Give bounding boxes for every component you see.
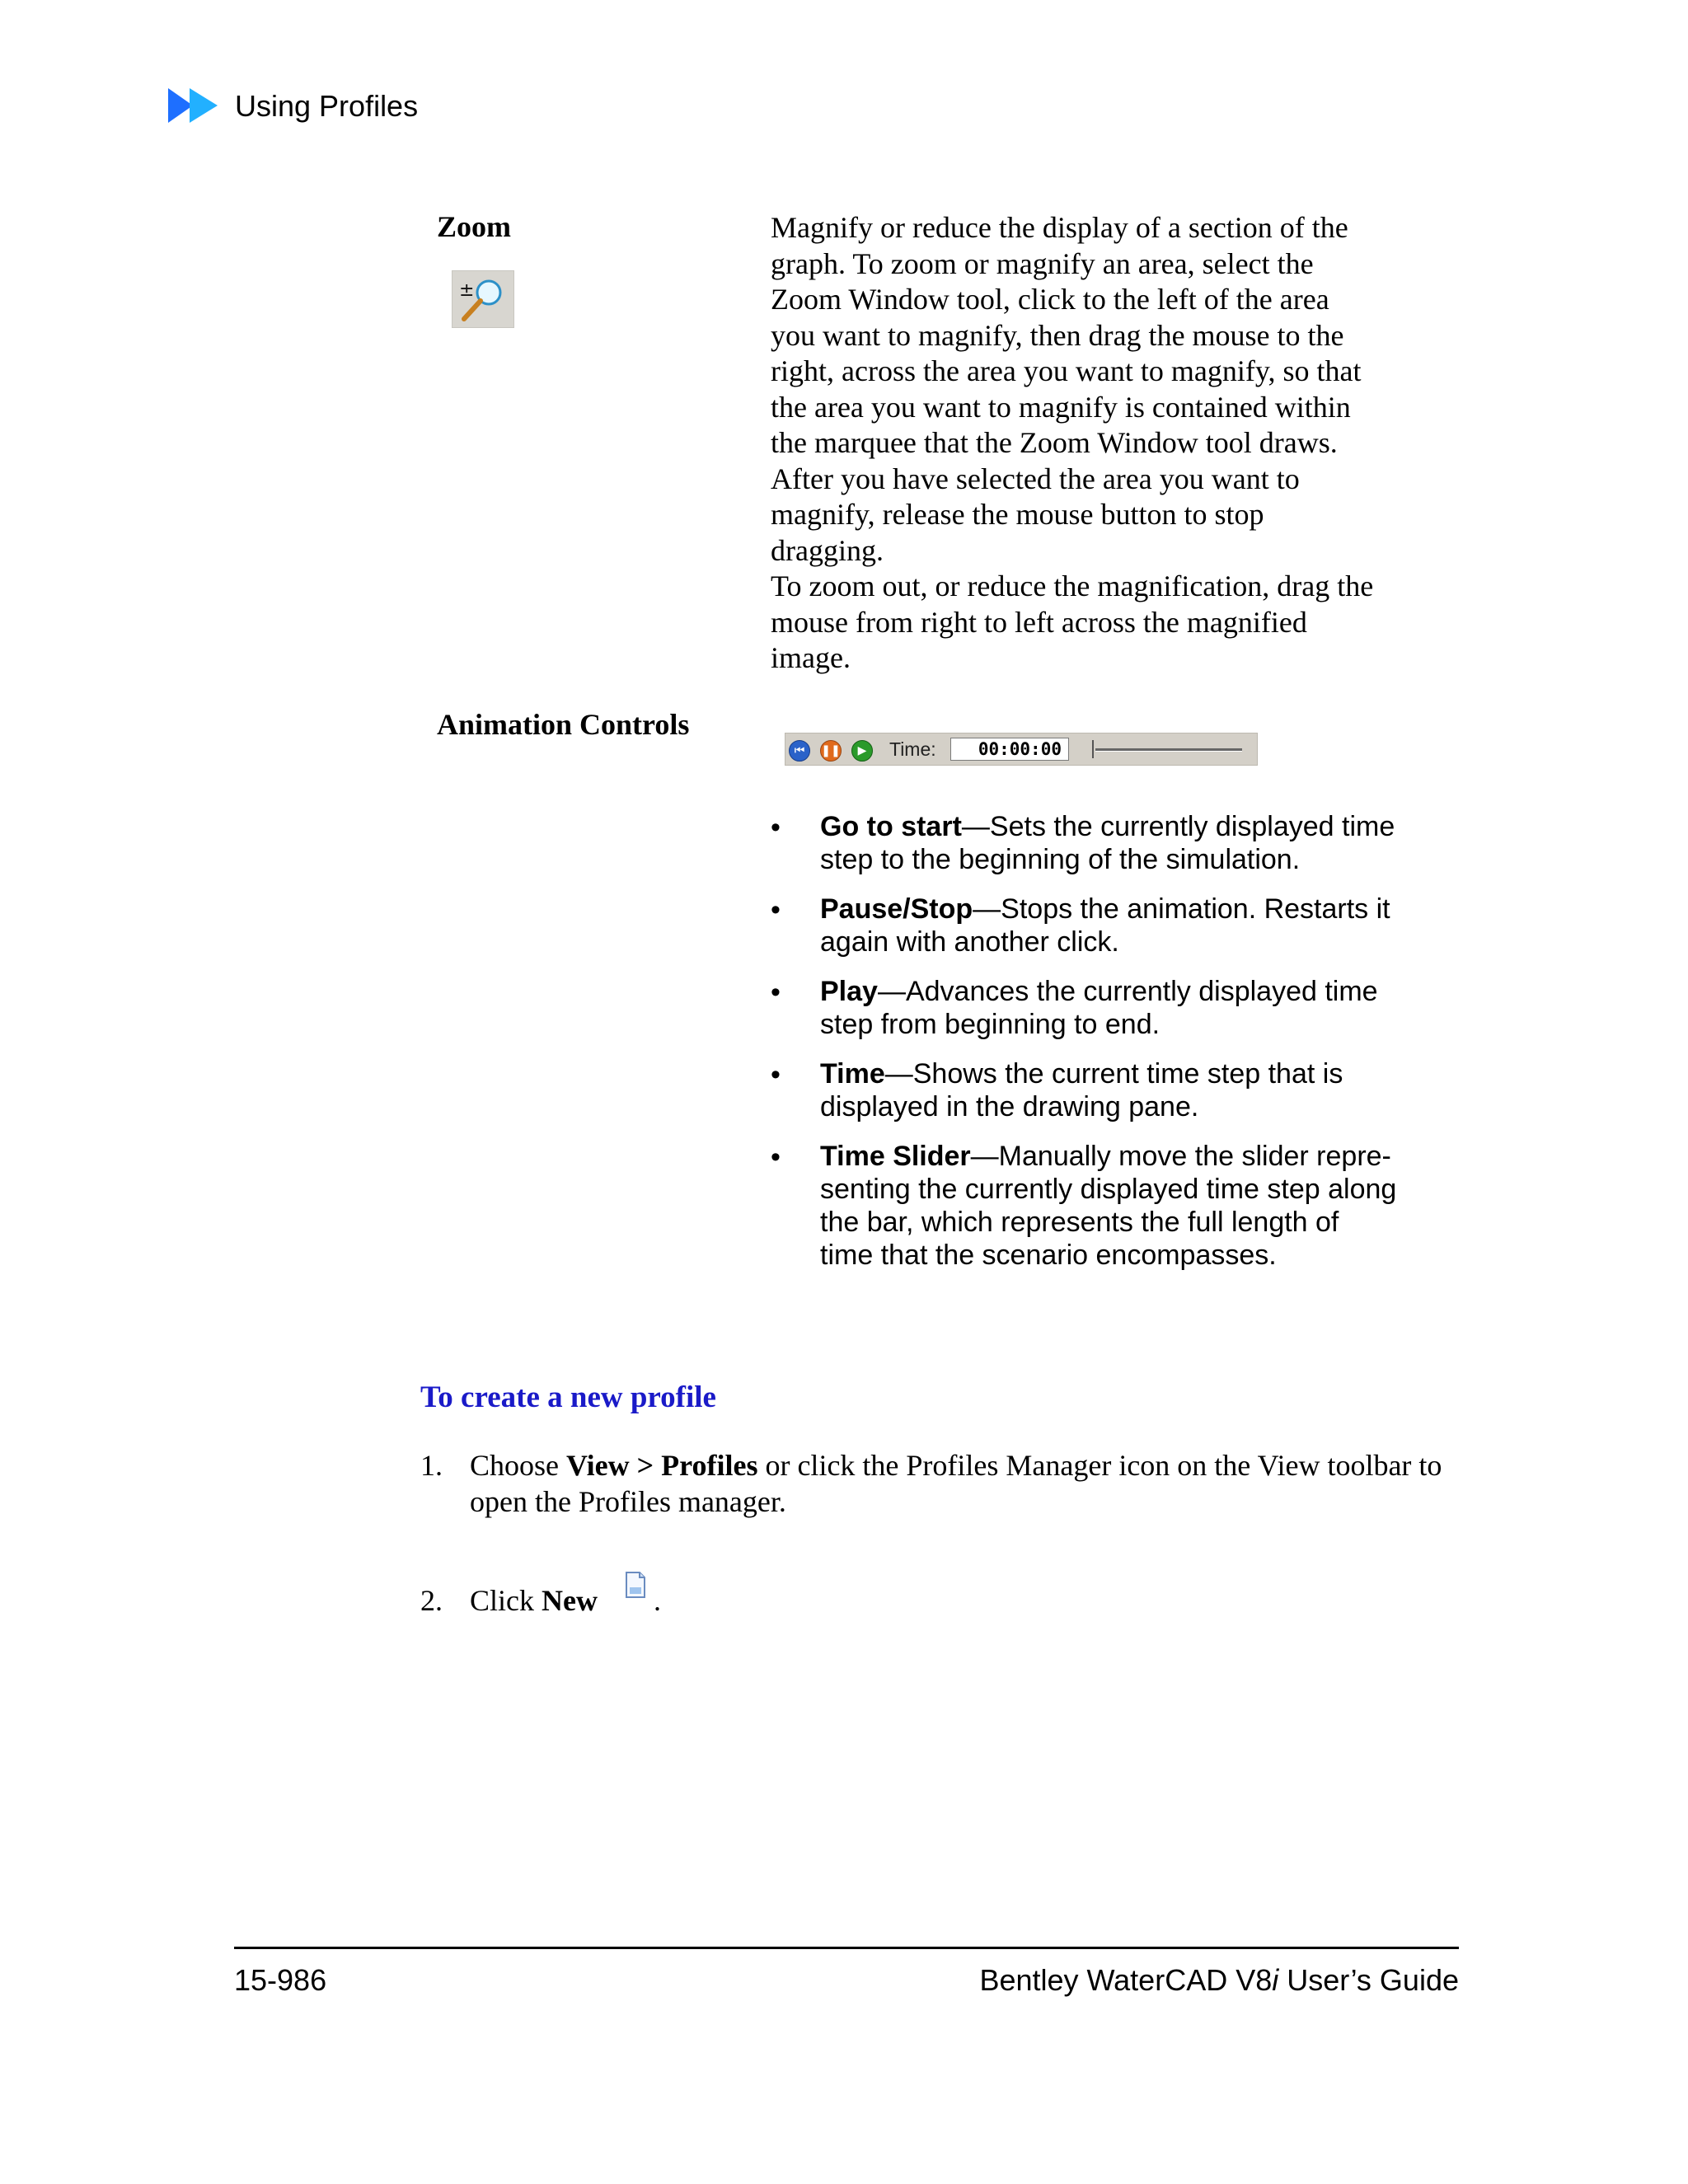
time-label: Time: — [889, 738, 936, 760]
footer-rule — [234, 1947, 1459, 1949]
procedure-heading: To create a new profile — [420, 1380, 716, 1414]
animation-toolbar — [785, 733, 1258, 766]
section-title: Using Profiles — [235, 89, 419, 123]
bullet-marker: • — [771, 977, 781, 1008]
new-document-icon — [623, 1571, 648, 1599]
page-number: 15-986 — [234, 1963, 327, 1997]
bullet-marker: • — [771, 894, 781, 926]
bullet-marker: • — [771, 1141, 781, 1173]
zoom-term: Zoom — [437, 210, 511, 243]
go-to-start-button[interactable] — [789, 740, 810, 762]
step-2-text: Click New . — [470, 1584, 661, 1617]
animation-controls-term: Animation Controls — [437, 708, 690, 741]
zoom-window-icon — [452, 270, 514, 328]
pause-stop-button[interactable] — [820, 740, 842, 762]
bullet-go-to-start: Go to start—Sets the currently displayed time step to the beginning of the simulation. — [820, 811, 1395, 875]
play-icon: ▶ — [857, 744, 867, 757]
step-number: 2. — [420, 1584, 443, 1617]
svg-text:±: ± — [459, 280, 475, 301]
zoom-description: Magnify or reduce the display of a section of the graph. To zoom or magnify an area, select the Zoom Window tool, click to the left of the area you want to magnify, then drag the mouse to the right, across the area you want to magnify, so that the area you want to magnify is contained within the marquee that the Zoom Window tool draws. After you have selected the area you want to magnify, release the mouse button to stop dragging. To zoom out, or reduce the magnification, drag the mouse from right to left across the magnified image. — [771, 211, 1374, 674]
bullet-marker: • — [771, 1059, 781, 1090]
time-slider-track[interactable] — [1095, 748, 1242, 752]
time-display: 00:00:00 — [950, 738, 1069, 761]
step-1-text: Choose View > Profiles or click the Profiles Manager icon on the View toolbar to open the Profiles manager. — [470, 1449, 1442, 1518]
step-number: 1. — [420, 1449, 443, 1482]
bullet-pause-stop: Pause/Stop—Stops the animation. Restarts it again with another click. — [820, 893, 1390, 958]
pause-icon: ❚❚ — [821, 744, 841, 757]
book-title: Bentley WaterCAD V8i User’s Guide — [979, 1963, 1459, 1997]
skip-back-icon: ⏮ — [794, 744, 805, 757]
bullet-time: Time—Shows the current time step that is displayed in the drawing pane. — [820, 1058, 1343, 1122]
bullet-play: Play—Advances the currently displayed time step from beginning to end. — [820, 976, 1378, 1040]
bullet-time-slider: Time Slider—Manually move the slider repre- senting the currently displayed time step along the bar, which represents the full length of time that the scenario encompasses. — [820, 1141, 1397, 1271]
bullet-marker: • — [771, 812, 781, 843]
play-button[interactable] — [851, 740, 873, 762]
double-arrow-icon — [168, 87, 221, 124]
time-slider-thumb[interactable] — [1092, 740, 1100, 758]
